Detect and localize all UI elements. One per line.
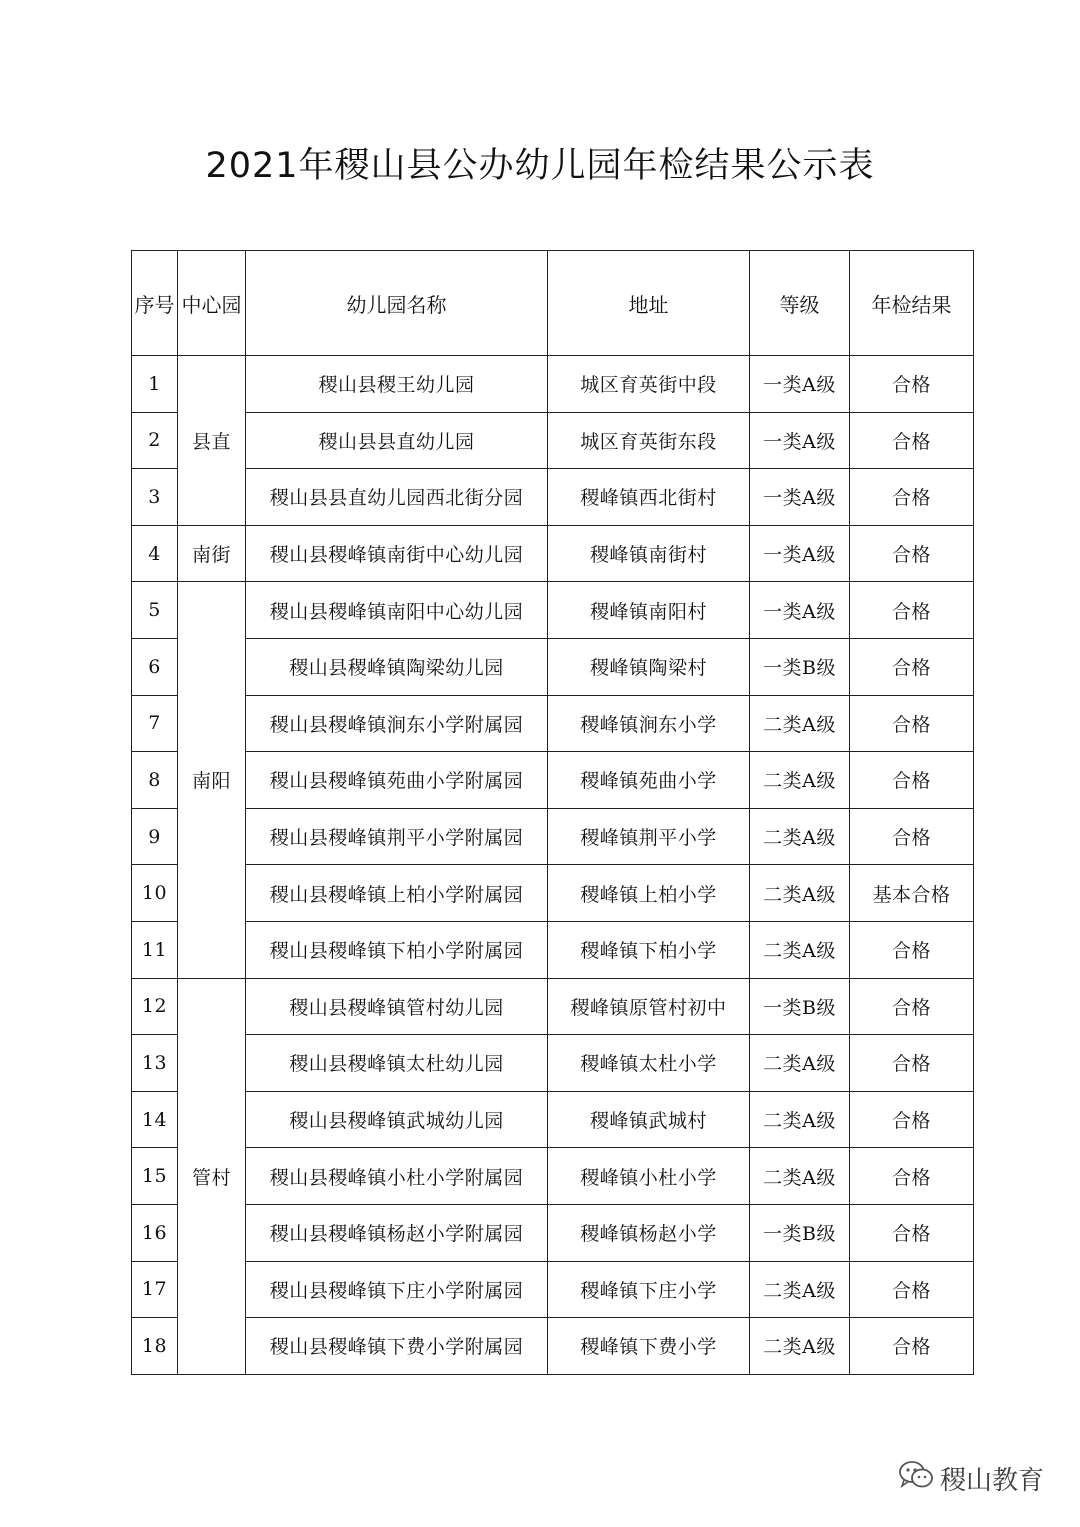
header-address: 地址 xyxy=(548,251,750,356)
cell-level: 二类A级 xyxy=(750,808,850,865)
cell-address: 稷峰镇陶梁村 xyxy=(548,638,750,695)
cell-name: 稷山县县直幼儿园西北街分园 xyxy=(246,469,548,526)
cell-result: 合格 xyxy=(850,525,974,582)
table-row xyxy=(132,1318,974,1375)
cell-address: 稷峰镇苑曲小学 xyxy=(548,752,750,809)
header-result: 年检结果 xyxy=(850,251,974,356)
cell-level: 二类A级 xyxy=(750,865,850,922)
cell-name: 稷山县稷峰镇荆平小学附属园 xyxy=(246,808,548,865)
cell-no: 13 xyxy=(132,1035,178,1092)
table-row xyxy=(132,1148,974,1205)
table-row xyxy=(132,695,974,752)
wechat-icon xyxy=(898,1460,934,1497)
table-row xyxy=(132,412,974,469)
cell-name: 稷山县稷峰镇苑曲小学附属园 xyxy=(246,752,548,809)
cell-result: 合格 xyxy=(850,356,974,413)
cell-no: 9 xyxy=(132,808,178,865)
cell-no: 11 xyxy=(132,921,178,978)
cell-level: 二类A级 xyxy=(750,695,850,752)
cell-no: 14 xyxy=(132,1091,178,1148)
cell-no: 4 xyxy=(132,525,178,582)
cell-result: 合格 xyxy=(850,921,974,978)
cell-result: 合格 xyxy=(850,1204,974,1261)
table-row xyxy=(132,808,974,865)
cell-center: 县直 xyxy=(178,356,246,526)
cell-level: 二类A级 xyxy=(750,921,850,978)
cell-no: 15 xyxy=(132,1148,178,1205)
cell-name: 稷山县稷峰镇管村幼儿园 xyxy=(246,978,548,1035)
cell-result: 合格 xyxy=(850,638,974,695)
cell-name: 稷山县稷峰镇杨赵小学附属园 xyxy=(246,1204,548,1261)
cell-level: 一类A级 xyxy=(750,412,850,469)
cell-result: 合格 xyxy=(850,1091,974,1148)
cell-name: 稷山县稷峰镇武城幼儿园 xyxy=(246,1091,548,1148)
cell-address: 稷峰镇原管村初中 xyxy=(548,978,750,1035)
cell-no: 1 xyxy=(132,356,178,413)
cell-name: 稷山县稷峰镇小杜小学附属园 xyxy=(246,1148,548,1205)
cell-level: 二类A级 xyxy=(750,1261,850,1318)
cell-no: 10 xyxy=(132,865,178,922)
cell-result: 合格 xyxy=(850,1318,974,1375)
cell-name: 稷山县县直幼儿园 xyxy=(246,412,548,469)
table-row xyxy=(132,1204,974,1261)
cell-no: 7 xyxy=(132,695,178,752)
table-body xyxy=(132,356,974,1375)
cell-name: 稷山县稷峰镇涧东小学附属园 xyxy=(246,695,548,752)
table-row xyxy=(132,978,974,1035)
header-center: 中心园 xyxy=(178,251,246,356)
cell-result: 合格 xyxy=(850,752,974,809)
table-row xyxy=(132,752,974,809)
results-table xyxy=(131,250,974,1375)
table-row xyxy=(132,921,974,978)
cell-address: 稷峰镇南街村 xyxy=(548,525,750,582)
table-row xyxy=(132,525,974,582)
cell-level: 二类A级 xyxy=(750,1091,850,1148)
table-row xyxy=(132,356,974,413)
cell-address: 稷峰镇武城村 xyxy=(548,1091,750,1148)
cell-result: 基本合格 xyxy=(850,865,974,922)
table-row xyxy=(132,865,974,922)
cell-address: 城区育英街东段 xyxy=(548,412,750,469)
cell-address: 稷峰镇下柏小学 xyxy=(548,921,750,978)
cell-no: 8 xyxy=(132,752,178,809)
cell-result: 合格 xyxy=(850,808,974,865)
cell-address: 稷峰镇太杜小学 xyxy=(548,1035,750,1092)
cell-result: 合格 xyxy=(850,695,974,752)
cell-result: 合格 xyxy=(850,1261,974,1318)
cell-level: 二类A级 xyxy=(750,1148,850,1205)
header-name: 幼儿园名称 xyxy=(246,251,548,356)
header-no: 序号 xyxy=(132,251,178,356)
cell-address: 稷峰镇南阳村 xyxy=(548,582,750,639)
cell-level: 二类A级 xyxy=(750,1318,850,1375)
cell-no: 17 xyxy=(132,1261,178,1318)
page-title: 2021年稷山县公办幼儿园年检结果公示表 xyxy=(205,146,875,186)
cell-name: 稷山县稷峰镇下柏小学附属园 xyxy=(246,921,548,978)
table-row xyxy=(132,582,974,639)
cell-name: 稷山县稷王幼儿园 xyxy=(246,356,548,413)
cell-address: 稷峰镇下费小学 xyxy=(548,1318,750,1375)
cell-level: 一类B级 xyxy=(750,978,850,1035)
cell-name: 稷山县稷峰镇下庄小学附属园 xyxy=(246,1261,548,1318)
cell-no: 5 xyxy=(132,582,178,639)
cell-address: 稷峰镇小杜小学 xyxy=(548,1148,750,1205)
cell-level: 一类A级 xyxy=(750,525,850,582)
cell-address: 稷峰镇荆平小学 xyxy=(548,808,750,865)
header-level: 等级 xyxy=(750,251,850,356)
cell-name: 稷山县稷峰镇下费小学附属园 xyxy=(246,1318,548,1375)
cell-no: 16 xyxy=(132,1204,178,1261)
cell-level: 二类A级 xyxy=(750,1035,850,1092)
cell-address: 稷峰镇西北街村 xyxy=(548,469,750,526)
cell-center: 管村 xyxy=(178,978,246,1374)
cell-address: 城区育英街中段 xyxy=(548,356,750,413)
table-row xyxy=(132,469,974,526)
cell-name: 稷山县稷峰镇南街中心幼儿园 xyxy=(246,525,548,582)
cell-result: 合格 xyxy=(850,978,974,1035)
table-header-row xyxy=(132,251,974,356)
table-row xyxy=(132,1261,974,1318)
cell-result: 合格 xyxy=(850,412,974,469)
cell-name: 稷山县稷峰镇太杜幼儿园 xyxy=(246,1035,548,1092)
table-row xyxy=(132,638,974,695)
table-row xyxy=(132,1035,974,1092)
watermark-text: 稷山教育 xyxy=(939,1465,1044,1496)
cell-center: 南街 xyxy=(178,525,246,582)
cell-result: 合格 xyxy=(850,1035,974,1092)
source-watermark xyxy=(898,1458,1044,1498)
cell-level: 一类A级 xyxy=(750,469,850,526)
cell-level: 一类B级 xyxy=(750,1204,850,1261)
cell-level: 二类A级 xyxy=(750,752,850,809)
cell-name: 稷山县稷峰镇陶梁幼儿园 xyxy=(246,638,548,695)
cell-no: 2 xyxy=(132,412,178,469)
cell-result: 合格 xyxy=(850,582,974,639)
cell-name: 稷山县稷峰镇上柏小学附属园 xyxy=(246,865,548,922)
cell-level: 一类A级 xyxy=(750,356,850,413)
cell-address: 稷峰镇下庄小学 xyxy=(548,1261,750,1318)
cell-no: 3 xyxy=(132,469,178,526)
cell-result: 合格 xyxy=(850,1148,974,1205)
table-row xyxy=(132,1091,974,1148)
cell-center: 南阳 xyxy=(178,582,246,978)
cell-no: 6 xyxy=(132,638,178,695)
cell-address: 稷峰镇上柏小学 xyxy=(548,865,750,922)
cell-address: 稷峰镇涧东小学 xyxy=(548,695,750,752)
cell-no: 12 xyxy=(132,978,178,1035)
cell-no: 18 xyxy=(132,1318,178,1375)
cell-name: 稷山县稷峰镇南阳中心幼儿园 xyxy=(246,582,548,639)
cell-level: 一类A级 xyxy=(750,582,850,639)
cell-result: 合格 xyxy=(850,469,974,526)
cell-address: 稷峰镇杨赵小学 xyxy=(548,1204,750,1261)
cell-level: 一类B级 xyxy=(750,638,850,695)
